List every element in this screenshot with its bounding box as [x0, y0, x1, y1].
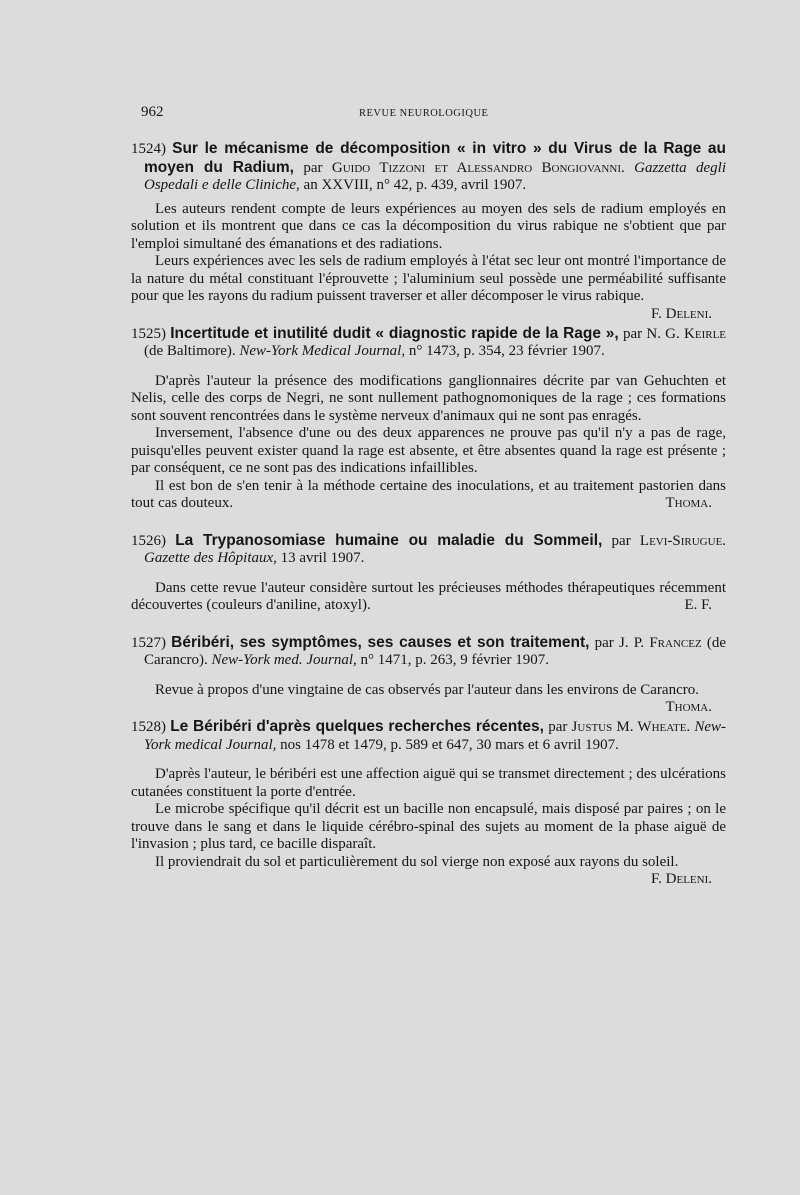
entry-source: New-York Medical Journal,: [239, 343, 406, 359]
entry-heading: [131, 718, 726, 754]
entry-signature: F. Deleni.: [651, 305, 712, 322]
entry-paragraph: Inversement, l'absence d'une ou des deux apparences ne prouve pas qu'il n'y a pas de rage, puisqu'elles peuvent exister quand la rage est absente, et être absentes quand la rage est présente ; par conséquent, ce ne sont pas des indications infaillibles.: [131, 425, 726, 476]
entry-paragraph: [131, 580, 726, 615]
entry-paragraph-text: Il est bon de s'en tenir à la méthode certaine des inoculations, et au traitement pastorien dans tout cas douteux.: [131, 477, 726, 511]
byline-lead: par: [548, 719, 568, 735]
byline-lead: par: [303, 159, 323, 176]
abstract-entry: [131, 718, 727, 887]
entry-number: 1525): [131, 325, 166, 342]
abstract-entry: [131, 140, 727, 322]
entry-details: an XXVIII, n° 42, p. 439, avril 1907.: [303, 177, 527, 193]
entry-paragraph-text: Il proviendrait du sol et particulièrement du sol vierge non exposé aux rayons du soleil.: [155, 853, 679, 870]
entry-authors: Keirle: [684, 325, 727, 342]
article-column: [131, 140, 726, 889]
entry-title: Le Béribéri d'après quelques recherches récentes,: [170, 718, 544, 735]
byline-lead: par N. G.: [622, 325, 680, 342]
entry-title: Sur le mécanisme de décomposition « in vitro » du Virus de la Rage au moyen du Radium,: [144, 140, 727, 176]
abstract-entry: [131, 633, 726, 715]
entry-paragraph-text: Revue à propos d'une vingtaine de cas observés par l'auteur dans les environs de Carancro.: [155, 681, 699, 698]
entry-title: Incertitude et inutilité dudit « diagnostic rapide de la Rage »,: [170, 324, 619, 342]
entry-details: n° 1473, p. 354, 23 février 1907.: [408, 343, 605, 359]
entry-paragraph: D'après l'auteur la présence des modifications ganglionnaires décrite par van Gehuchten et Nelis, celle des corps de Negri, ne sont nullement pathognomoniques de la rage ; ces formations sont souvent rencontrées dans le système nerveux d'animaux qui ne sont pas enragés.: [131, 372, 726, 424]
entry-source: Gazzetta degli Ospedali e delle Cliniche,: [144, 159, 727, 193]
entry-source: New-York medical Journal,: [144, 719, 727, 753]
entry-paragraph: [131, 681, 726, 715]
page-number: 962: [141, 104, 164, 120]
entry-details: 13 avril 1907.: [280, 550, 365, 566]
entry-paragraph: Le microbe spécifique qu'il décrit est un bacille non encapsulé, mais disposé par paires ; on le trouve dans le sang et dans le liquide cérébro-spinal des sujets au moment de la phase aiguë de l'invasion ; plus tard, ce bacille disparaît.: [131, 801, 726, 852]
entry-number: 1527): [131, 634, 166, 651]
entry-paragraph: [131, 853, 726, 887]
entry-heading: [131, 634, 726, 670]
entry-signature: E. F.: [684, 597, 712, 613]
entry-authors: Levi-Sirugue.: [639, 532, 727, 549]
entry-heading: [131, 532, 726, 568]
entry-source: Gazette des Hôpitaux,: [144, 550, 277, 566]
entry-signature: Thoma.: [665, 699, 712, 715]
entry-signature: Thoma.: [665, 495, 712, 511]
journal-title: REVUE NEUROLOGIQUE: [359, 108, 489, 119]
entry-source: New-York med. Journal,: [211, 652, 357, 668]
entry-authors: Justus M. Wheate.: [571, 719, 691, 735]
abstract-entry: [131, 325, 726, 513]
byline-lead: par: [611, 532, 631, 549]
entry-signature: F. Deleni.: [651, 871, 712, 887]
entry-affiliation: (de Baltimore).: [144, 343, 236, 359]
entry-heading: [131, 325, 726, 361]
entry-paragraph: Les auteurs rendent compte de leurs expériences au moyen des sels de radium employés en solution et ils montrent que dans ce cas la décomposition du virus rabique ne s'obtient que par l'emploi simultané des émanations et des radiations.: [131, 200, 726, 252]
entry-paragraph: D'après l'auteur, le béribéri est une affection aiguë qui se transmet directement ; des ulcérations cutanées constituent la porte d'entrée.: [131, 766, 726, 800]
byline-lead: par J. P.: [594, 634, 645, 651]
entry-title: Béribéri, ses symptômes, ses causes et son traitement,: [171, 633, 590, 651]
entry-heading: [131, 140, 726, 195]
entry-title: La Trypanosomiase humaine ou maladie du Sommeil,: [175, 531, 603, 549]
entry-authors: Francez: [649, 634, 702, 651]
entry-details: nos 1478 et 1479, p. 589 et 647, 30 mars et 6 avril 1907.: [280, 736, 619, 753]
entry-number: 1524): [131, 141, 166, 157]
abstract-entry: [131, 532, 726, 615]
entry-number: 1528): [131, 719, 166, 735]
entry-number: 1526): [131, 532, 166, 549]
entry-paragraph-text: Dans cette revue l'auteur considère surtout les précieuses méthodes thérapeutiques récemment découvertes (couleurs d'aniline, atoxyl).: [131, 579, 726, 613]
entry-paragraph-text: Leurs expériences avec les sels de radium employés à l'état sec leur ont montré l'importance de la nature du métal constituant l'éprouvette ; l'aluminium seul possède une perméabilité suffisante pour que les rayons du radium puissent traverser et aller décomposer le virus rabique.: [131, 253, 726, 304]
entry-affiliation: (de Carancro).: [144, 634, 726, 668]
running-head: [141, 104, 725, 124]
entry-details: n° 1471, p. 263, 9 février 1907.: [360, 652, 549, 668]
entry-paragraph: [131, 478, 726, 513]
entry-authors: Guido Tizzoni et Alessandro Bongiovanni.: [331, 159, 625, 176]
entry-paragraph: [131, 253, 726, 322]
